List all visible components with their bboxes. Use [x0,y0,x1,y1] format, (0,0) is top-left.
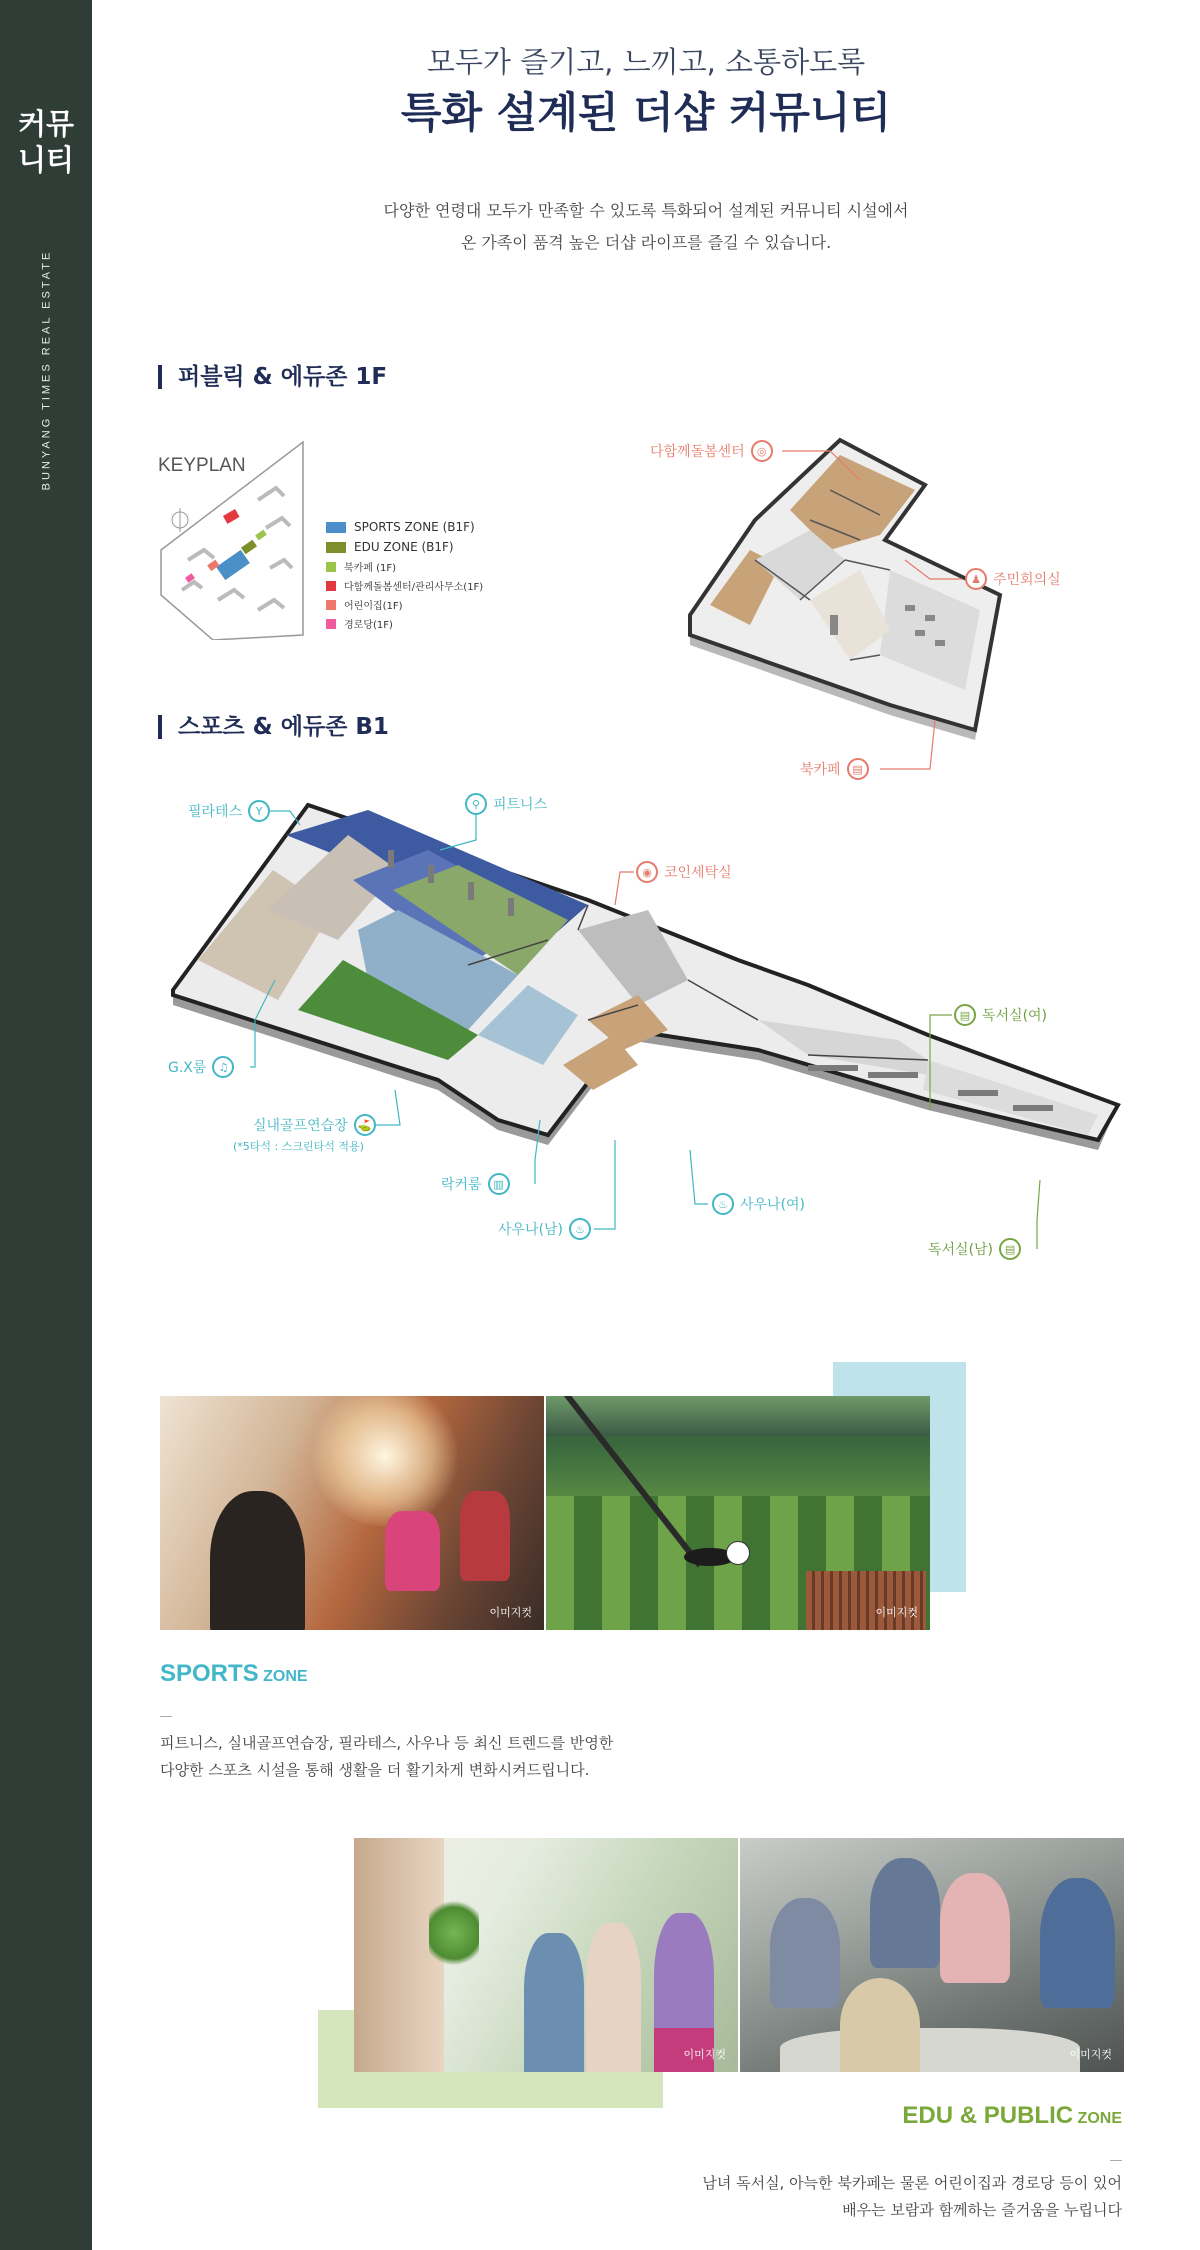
senior-silhouette [870,1858,940,1968]
edu-zone-text: 남녀 독서실, 아늑한 북카페는 물론 어린이집과 경로당 등이 있어 배우는 보람과 함께하는 즐거움을 누립니다 [702,2174,1122,2219]
senior-silhouette [940,1873,1010,1983]
intro-line-2: 온 가족이 품격 높은 더샵 라이프를 즐길 수 있습니다. [460,233,832,252]
callout-sauna-female: ♨ 사우나(여) [712,1193,805,1215]
callout-leaders-b1 [0,780,1200,1260]
senior-silhouette [1040,1878,1115,2008]
photo-caption: 이미지컷 [1069,2048,1112,2061]
golf-ball [726,1541,750,1565]
sidebar-title-line1: 커뮤 [17,107,75,141]
legend-item: SPORTS ZONE (B1F) [326,517,483,537]
child-silhouette [586,1923,641,2072]
stroller-icon: ◎ [751,440,773,462]
callout-resident-hall: ♟ 주민회의실 [965,568,1061,590]
intro-line-1: 다양한 연령대 모두가 만족할 수 있도록 특화되어 설계된 커뮤니티 시설에서 [383,201,909,220]
sports-zone-title: SPORTS ZONE [160,1660,308,1687]
callout-fitness: ⚲ 피트니스 [465,793,547,815]
fitness-icon: ⚲ [465,793,487,815]
section-heading-public-edu-1f: 퍼블릭 & 에듀존 1F [158,365,387,389]
table [780,2028,1080,2072]
callout-sauna-male: 사우나(남) ♨ [498,1218,591,1240]
book-icon: ▤ [847,758,869,780]
edu-photo-children [354,1838,738,2072]
callout-pilates: 필라테스 Y [188,800,270,822]
plant-icon [429,1898,479,1968]
sauna-icon: ♨ [712,1193,734,1215]
washer-icon: ◉ [636,861,658,883]
sports-photo-fitness [160,1396,544,1630]
golf-note: (*5타석 : 스크린타석 적용) [233,1140,364,1153]
golf-icon: ⛳ [354,1114,376,1136]
legend-item: 다함께돌봄센터/관리사무소(1F) [326,576,483,595]
senior-silhouette [840,1978,920,2072]
meeting-icon: ♟ [965,568,987,590]
senior-silhouette [770,1898,840,2008]
sidebar-vertical-text: BUNYANG TIMES REAL ESTATE [40,249,52,491]
legend-item: 어린이집(1F) [326,595,483,614]
locker-icon: ▥ [488,1173,510,1195]
legend-item: 북카페 (1F) [326,557,483,576]
dance-icon: ♫ [212,1056,234,1078]
photo-caption: 이미지컷 [875,1606,918,1619]
callout-reading-room-female: ▤ 독서실(여) [954,1004,1047,1026]
photo-caption: 이미지컷 [489,1606,532,1619]
legend-item: EDU ZONE (B1F) [326,537,483,557]
callout-golf: 실내골프연습장 ⛳ [253,1114,376,1136]
sports-zone-text: 피트니스, 실내골프연습장, 필라테스, 사우나 등 최신 트렌드를 반영한 다양한 스포츠 시설을 통해 생활을 더 활기차게 변화시켜드립니다. [160,1734,614,1779]
book-icon: ▤ [999,1238,1021,1260]
divider [160,1716,172,1717]
divider [1110,2160,1122,2161]
sidebar-title-line2: 니티 [17,143,75,177]
edu-zone-title: EDU & PUBLIC ZONE [902,2102,1122,2129]
runner-silhouette [460,1491,510,1581]
callout-locker: 락커룸 ▥ [441,1173,510,1195]
book-icon: ▤ [954,1004,976,1026]
callout-reading-room-male: 독서실(남) ▤ [928,1238,1021,1260]
runner-silhouette [210,1491,305,1630]
callout-care-center: 다함께돌봄센터 ◎ [650,440,773,462]
callout-leaders-1f [0,0,1200,800]
callout-coin-laundry: ◉ 코인세탁실 [636,861,732,883]
pilates-icon: Y [248,800,270,822]
hero-title: 특화 설계된 더샵 커뮤니티 [400,88,892,137]
runner-silhouette [385,1511,440,1591]
callout-gx-room: G.X룸 ♫ [168,1056,234,1078]
legend-item: 경로당(1F) [326,614,483,633]
sauna-icon: ♨ [569,1218,591,1240]
edu-photo-seniors [740,1838,1124,2072]
hero-subtitle: 모두가 즐기고, 느끼고, 소통하도록 [426,45,866,79]
callout-book-cafe: 북카페 ▤ [800,758,869,780]
sports-photo-golf [546,1396,930,1630]
keyplan-label: KEYPLAN [158,455,246,476]
child-silhouette [524,1933,584,2072]
photo-caption: 이미지컷 [683,2048,726,2061]
section-heading-sports-edu-b1: 스포츠 & 에듀존 B1 [158,715,389,739]
